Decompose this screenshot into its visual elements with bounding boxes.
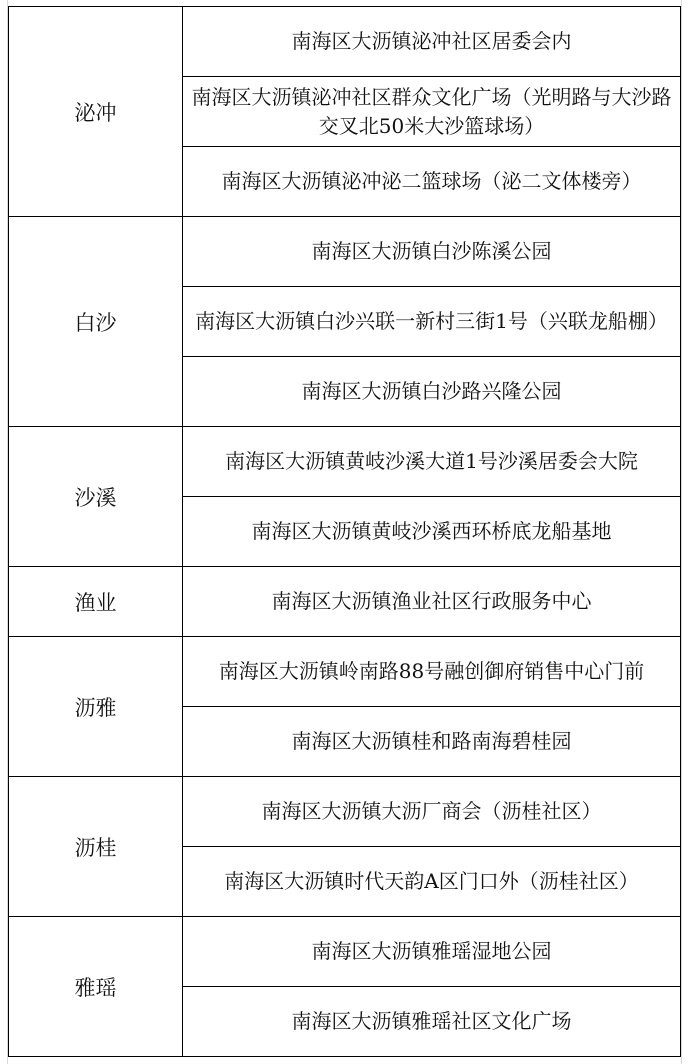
address-cell[interactable]: 南海区大沥镇渔业社区行政服务中心	[183, 567, 681, 637]
community-cell[interactable]: 泌冲	[9, 7, 183, 217]
address-cell[interactable]: 南海区大沥镇时代天韵A区门口外（沥桂社区）	[183, 847, 681, 917]
address-cell[interactable]: 南海区大沥镇黄岐沙溪西环桥底龙船基地	[183, 497, 681, 567]
location-table	[8, 6, 681, 1057]
table-row	[9, 7, 681, 77]
address-cell[interactable]: 南海区大沥镇泌冲社区群众文化广场（光明路与大沙路交叉北50米大沙篮球场）	[183, 77, 681, 147]
table-row	[9, 567, 681, 637]
table-row	[9, 637, 681, 707]
community-cell[interactable]: 沙溪	[9, 427, 183, 567]
address-cell[interactable]: 南海区大沥镇白沙路兴隆公园	[183, 357, 681, 427]
address-cell[interactable]: 南海区大沥镇桂和路南海碧桂园	[183, 707, 681, 777]
address-cell[interactable]: 南海区大沥镇白沙陈溪公园	[183, 217, 681, 287]
address-cell[interactable]: 南海区大沥镇大沥厂商会（沥桂社区）	[183, 777, 681, 847]
community-cell[interactable]: 白沙	[9, 217, 183, 427]
community-cell[interactable]: 沥桂	[9, 777, 183, 917]
gridline-right	[681, 0, 682, 1064]
community-cell[interactable]: 渔业	[9, 567, 183, 637]
address-cell[interactable]: 南海区大沥镇雅瑶湿地公园	[183, 917, 681, 987]
community-cell[interactable]: 雅瑶	[9, 917, 183, 1057]
address-cell[interactable]: 南海区大沥镇泌冲社区居委会内	[183, 7, 681, 77]
table-row	[9, 427, 681, 497]
address-cell[interactable]: 南海区大沥镇雅瑶社区文化广场	[183, 987, 681, 1057]
community-cell[interactable]: 沥雅	[9, 637, 183, 777]
address-cell[interactable]: 南海区大沥镇泌冲泌二篮球场（泌二文体楼旁）	[183, 147, 681, 217]
address-cell[interactable]: 南海区大沥镇白沙兴联一新村三街1号（兴联龙船棚）	[183, 287, 681, 357]
table-row	[9, 917, 681, 987]
table-row	[9, 217, 681, 287]
address-cell[interactable]: 南海区大沥镇岭南路88号融创御府销售中心门前	[183, 637, 681, 707]
address-cell[interactable]: 南海区大沥镇黄岐沙溪大道1号沙溪居委会大院	[183, 427, 681, 497]
table-row	[9, 777, 681, 847]
